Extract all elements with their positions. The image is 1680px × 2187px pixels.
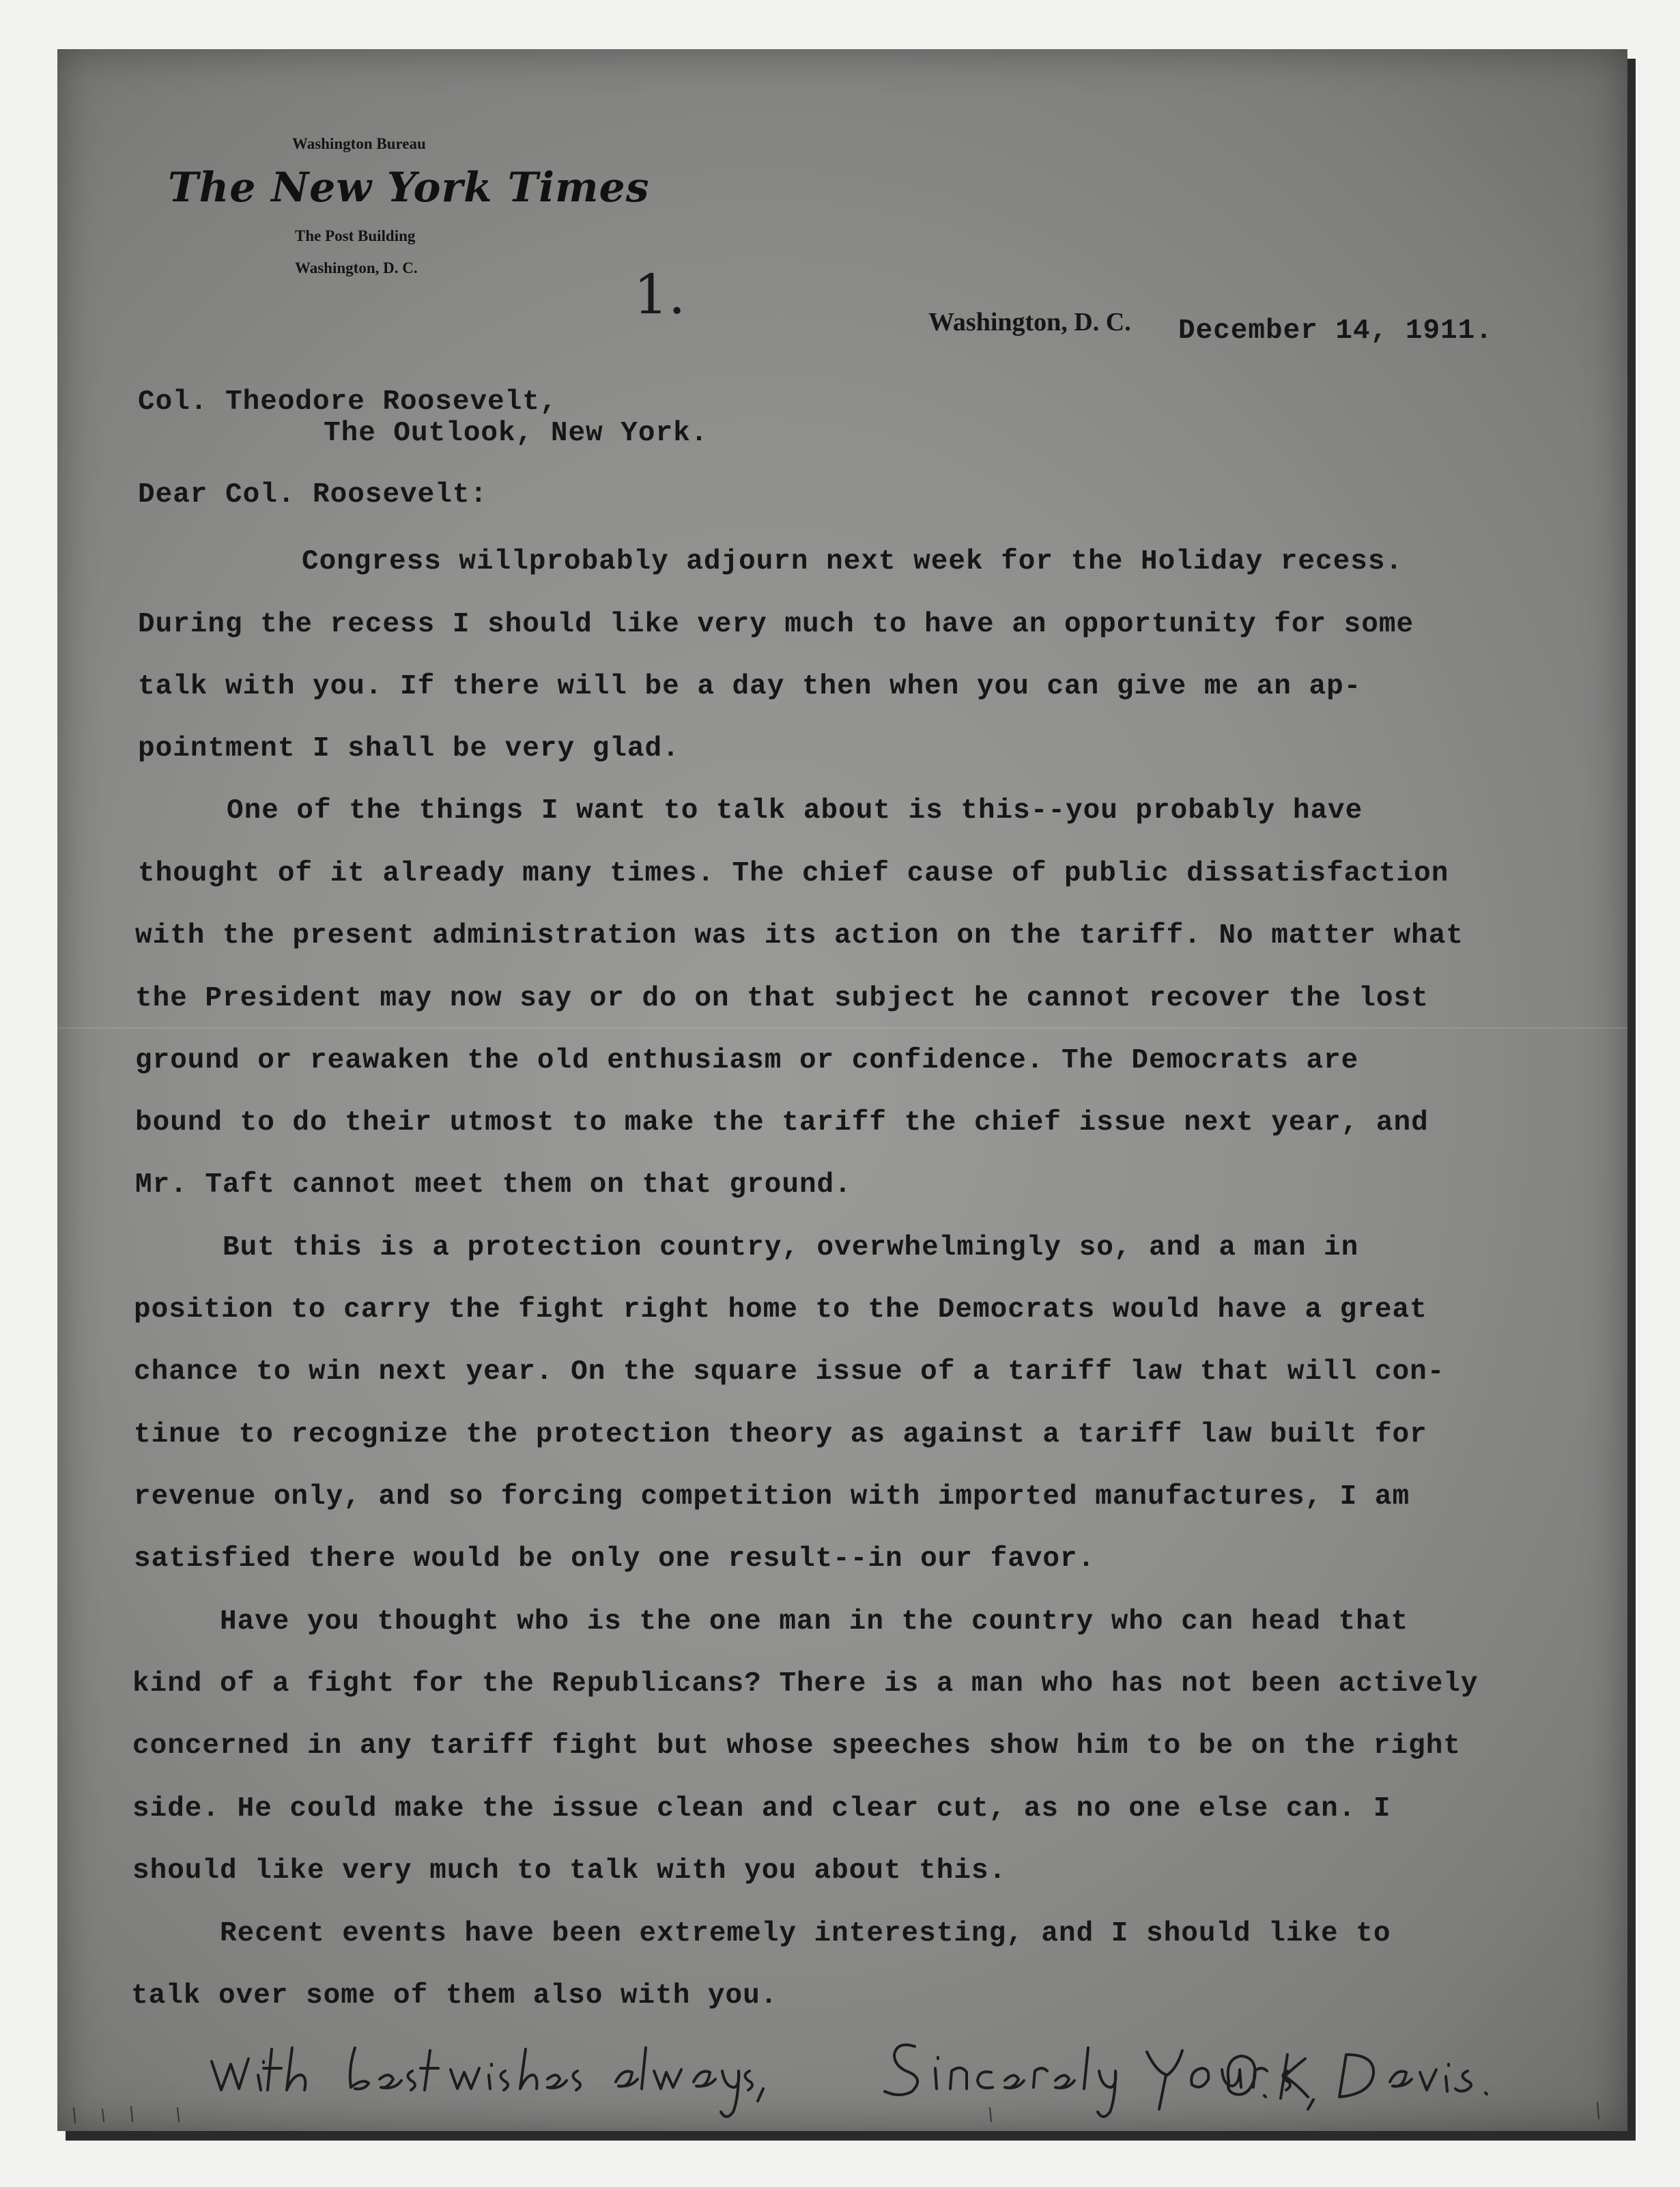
body-line: During the recess I should like very much to have an opportunity for some	[138, 609, 1414, 640]
addressee-address: The Outlook, New York.	[324, 418, 709, 449]
letterhead-building: The Post Building	[295, 227, 416, 244]
body-line: Mr. Taft cannot meet them on that ground.	[135, 1169, 852, 1201]
salutation: Dear Col. Roosevelt:	[138, 479, 488, 511]
body-line: concerned in any tariff fight but whose speeches show him to be on the right	[132, 1730, 1461, 1762]
body-line: Have you thought who is the one man in the country who can head that	[220, 1606, 1409, 1638]
body-line: should like very much to talk with you about this.	[132, 1855, 1007, 1887]
letterhead-bureau: Washington Bureau	[292, 135, 426, 152]
body-line: But this is a protection country, overwhelmingly so, and a man in	[223, 1232, 1359, 1263]
edge-marks	[74, 2102, 1599, 2123]
body-line: position to carry the fight right home to the Democrats would have a great	[134, 1294, 1427, 1326]
dateline-date: December 14, 1911.	[1178, 315, 1493, 347]
body-line: ground or reawaken the old enthusiasm or confidence. The Democrats are	[135, 1045, 1359, 1076]
body-line: tinue to recognize the protection theory as against a tariff law built for	[134, 1419, 1427, 1450]
body-line: satisfied there would be only one result--in our favor.	[134, 1543, 1096, 1575]
body-line: talk with you. If there will be a day then when you can give me an ap-	[138, 671, 1362, 702]
handwritten-wish-scrawl	[212, 2048, 763, 2117]
body-line: Recent events have been extremely interesting, and I should like to	[220, 1918, 1391, 1949]
body-line: thought of it already many times. The chief cause of public dissatisfaction	[138, 858, 1449, 889]
body-line: with the present administration was its action on the tariff. No matter what	[135, 920, 1464, 952]
body-line: Congress willprobably adjourn next week for the Holiday recess.	[302, 546, 1404, 577]
letterhead-location: Washington, D. C.	[295, 259, 418, 276]
dateline-city: Washington, D. C.	[928, 308, 1131, 337]
handwritten-signature-scrawl	[1228, 2055, 1487, 2109]
body-line: bound to do their utmost to make the tariff the chief issue next year, and	[135, 1107, 1429, 1139]
body-line: revenue only, and so forcing competition with imported manufactures, I am	[134, 1481, 1410, 1513]
body-line: pointment I shall be very glad.	[138, 733, 680, 764]
body-line: talk over some of them also with you.	[131, 1980, 778, 2012]
letterhead-masthead: The New York Times	[168, 164, 650, 212]
body-line: kind of a fight for the Republicans? There is a man who has not been actively	[132, 1668, 1479, 1700]
body-line: the President may now say or do on that subject he cannot recover the lost	[135, 983, 1429, 1014]
addressee-name: Col. Theodore Roosevelt,	[138, 386, 558, 418]
handwritten-page-number: 1.	[633, 263, 686, 326]
body-line: side. He could make the issue clean and clear cut, as no one else can. I	[132, 1793, 1391, 1825]
body-line: One of the things I want to talk about is this--you probably have	[227, 795, 1363, 827]
body-line: chance to win next year. On the square issue of a tariff law that will con-	[134, 1356, 1445, 1388]
